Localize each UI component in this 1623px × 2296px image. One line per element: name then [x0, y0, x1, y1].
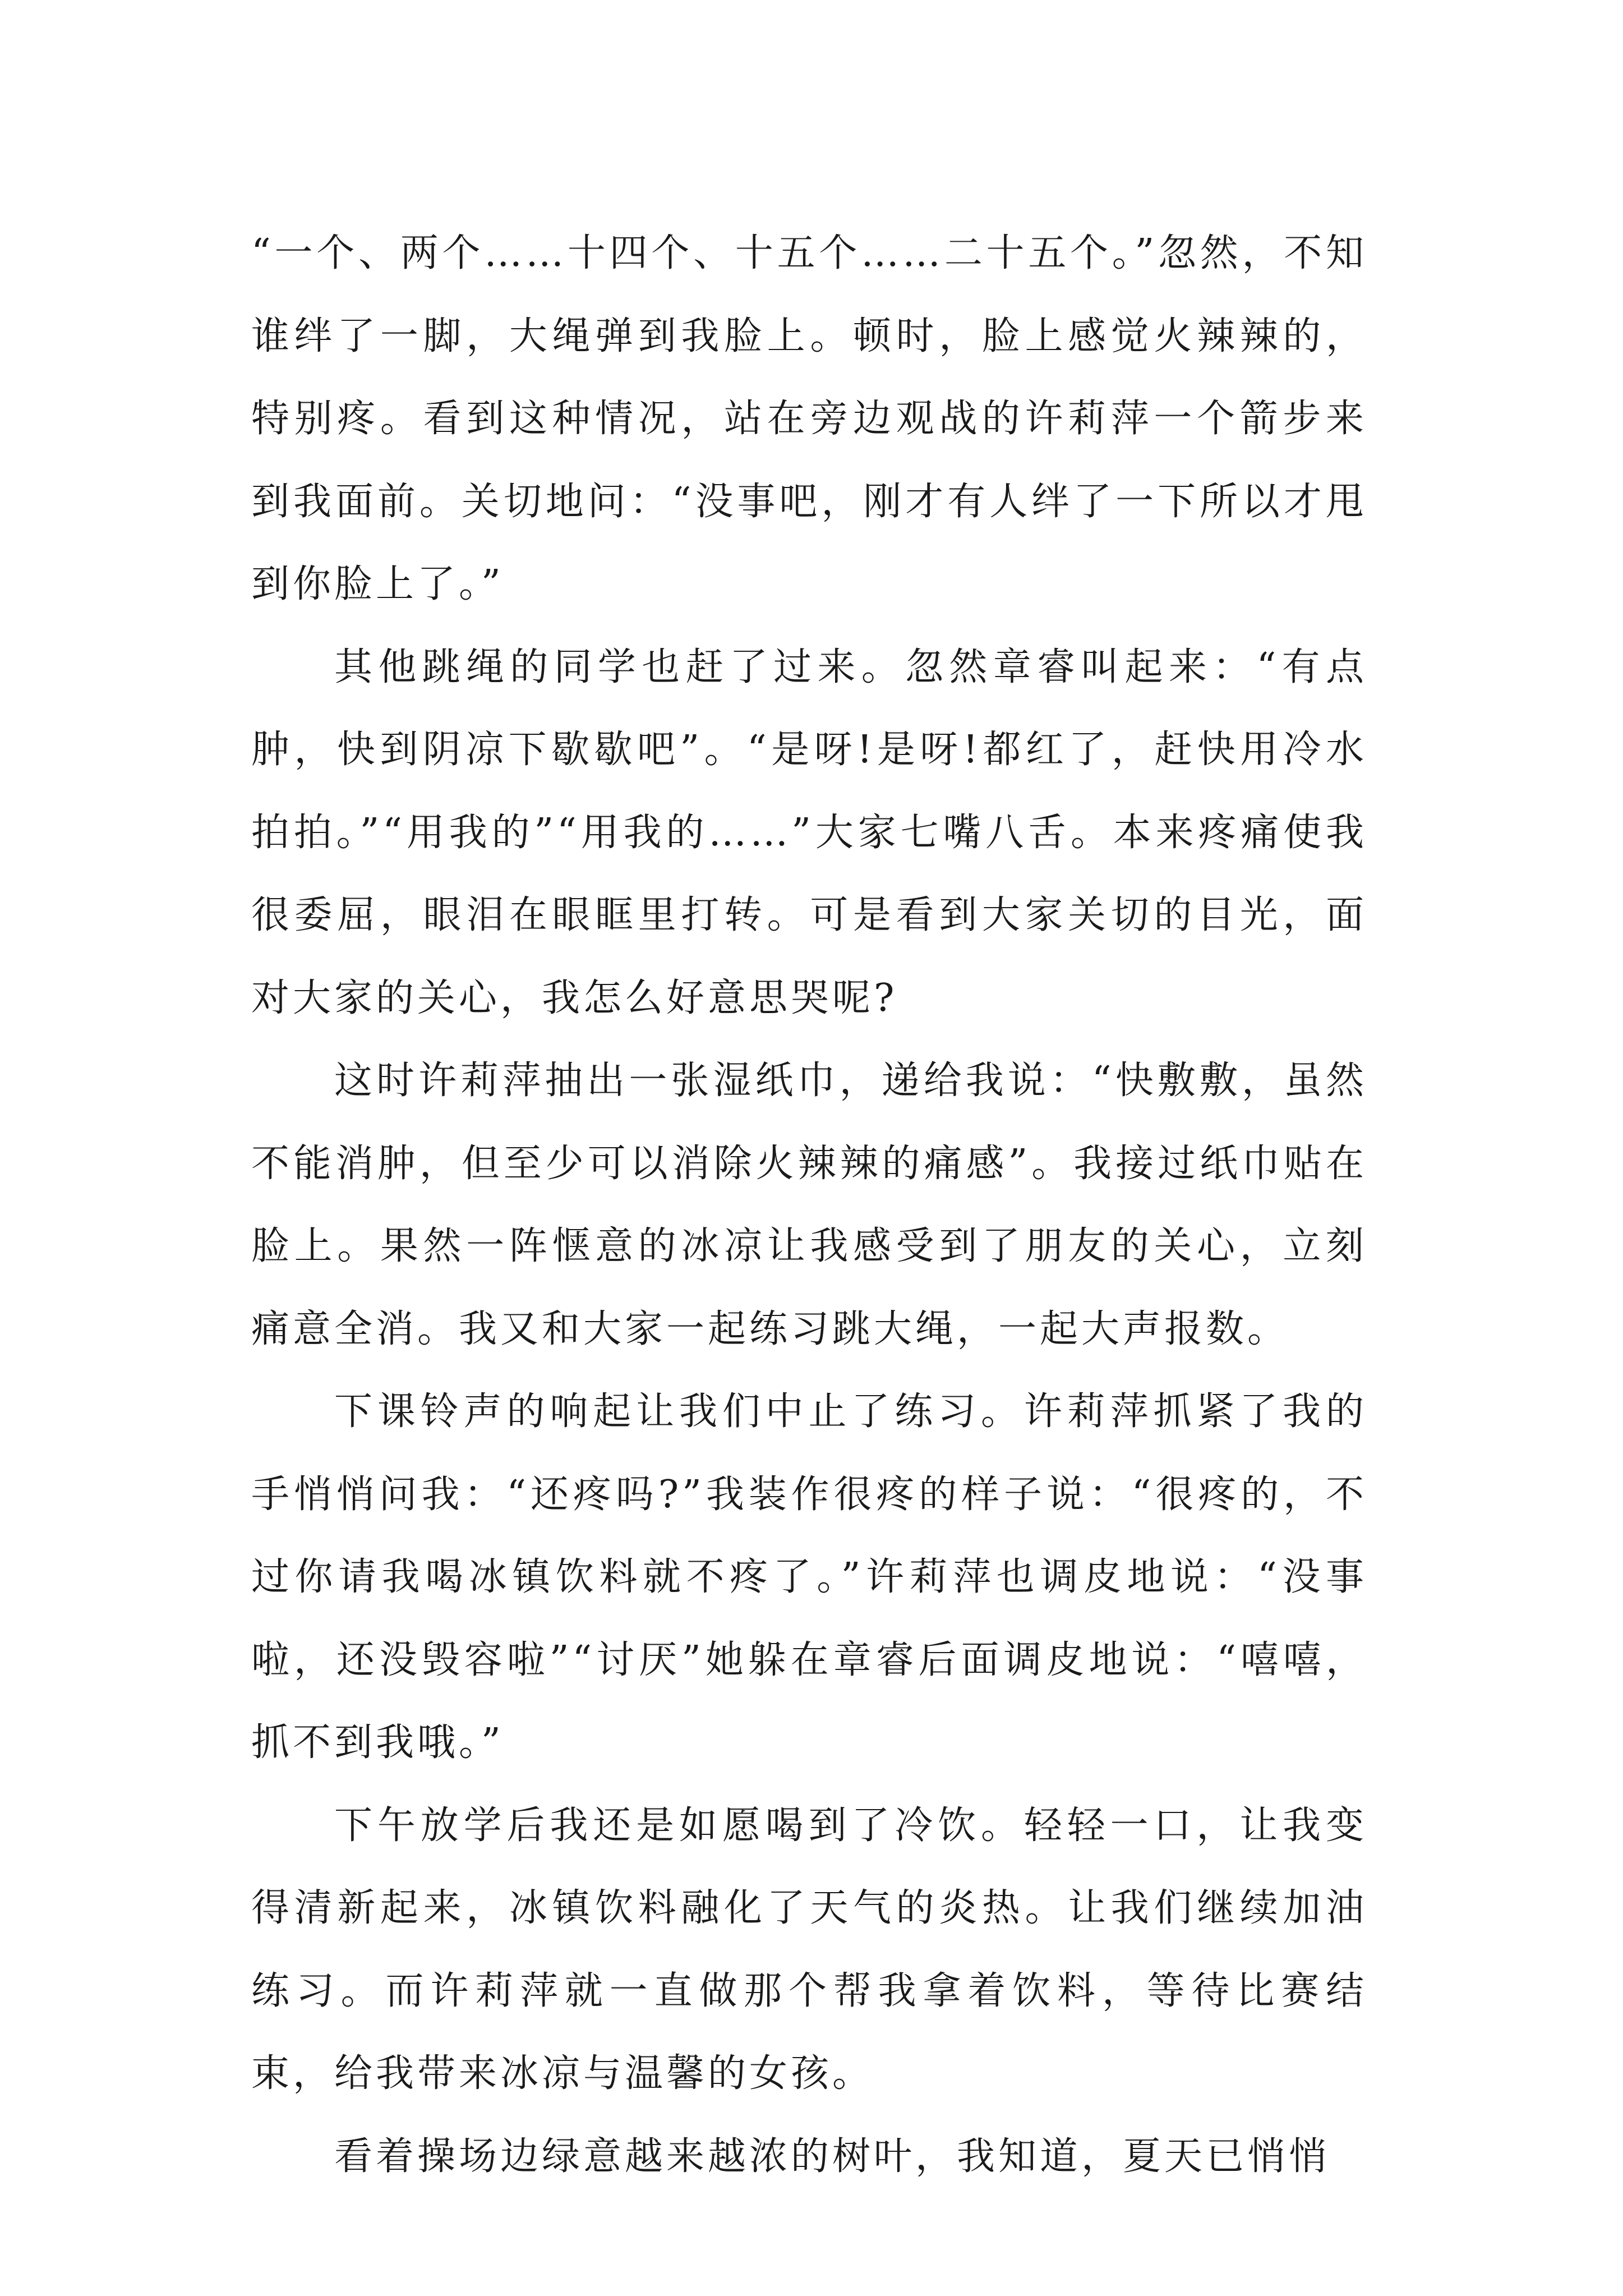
paragraph-2: 其他跳绳的同学也赶了过来。忽然章睿叫起来：“有点肿，快到阴凉下歇歇吧”。“是呀!是呀!都红了，赶快用冷水拍拍。”“用我的”“用我的……”大家七嘴八舌。本来疼痛使我很委屈，眼泪在眼眶里打转。可是看到大家关切的目光，面对大家的关心，我怎么好意思哭呢?	[251, 645, 1367, 1020]
paragraph-3: 这时许莉萍抽出一张湿纸巾，递给我说：“快敷敷，虽然不能消肿，但至少可以消除火辣辣的痛感”。我接过纸巾贴在脸上。果然一阵惬意的冰凉让我感受到了朋友的关心，立刻痛意全消。我又和大家一起练习跳大绳，一起大声报数。	[251, 1059, 1367, 1351]
paragraph-4: 下课铃声的响起让我们中止了练习。许莉萍抓紧了我的手悄悄问我：“还疼吗?”我装作很疼的样子说：“很疼的，不过你请我喝冰镇饮料就不疼了。”许莉萍也调皮地说：“没事啦，还没毁容啦”“讨厌”她躲在章睿后面调皮地说：“嘻嘻，抓不到我哦。”	[251, 1389, 1367, 1765]
paragraph-5: 下午放学后我还是如愿喝到了冷饮。轻轻一口，让我变得清新起来，冰镇饮料融化了天气的炎热。让我们继续加油练习。而许莉萍就一直做那个帮我拿着饮料，等待比赛结束，给我带来冰凉与温馨的女孩。	[251, 1803, 1367, 2096]
paragraph-6: 看着操场边绿意越来越浓的树叶，我知道，夏天已悄悄	[334, 2134, 1331, 2179]
document-body	[251, 212, 1367, 2198]
paragraph-1: “一个、两个……十四个、十五个……二十五个。”忽然，不知谁绊了一脚，大绳弹到我脸上。顿时，脸上感觉火辣辣的，特别疼。看到这种情况，站在旁边观战的许莉萍一个箭步来到我面前。关切地问：“没事吧，刚才有人绊了一下所以才甩到你脸上了。”	[251, 231, 1367, 606]
